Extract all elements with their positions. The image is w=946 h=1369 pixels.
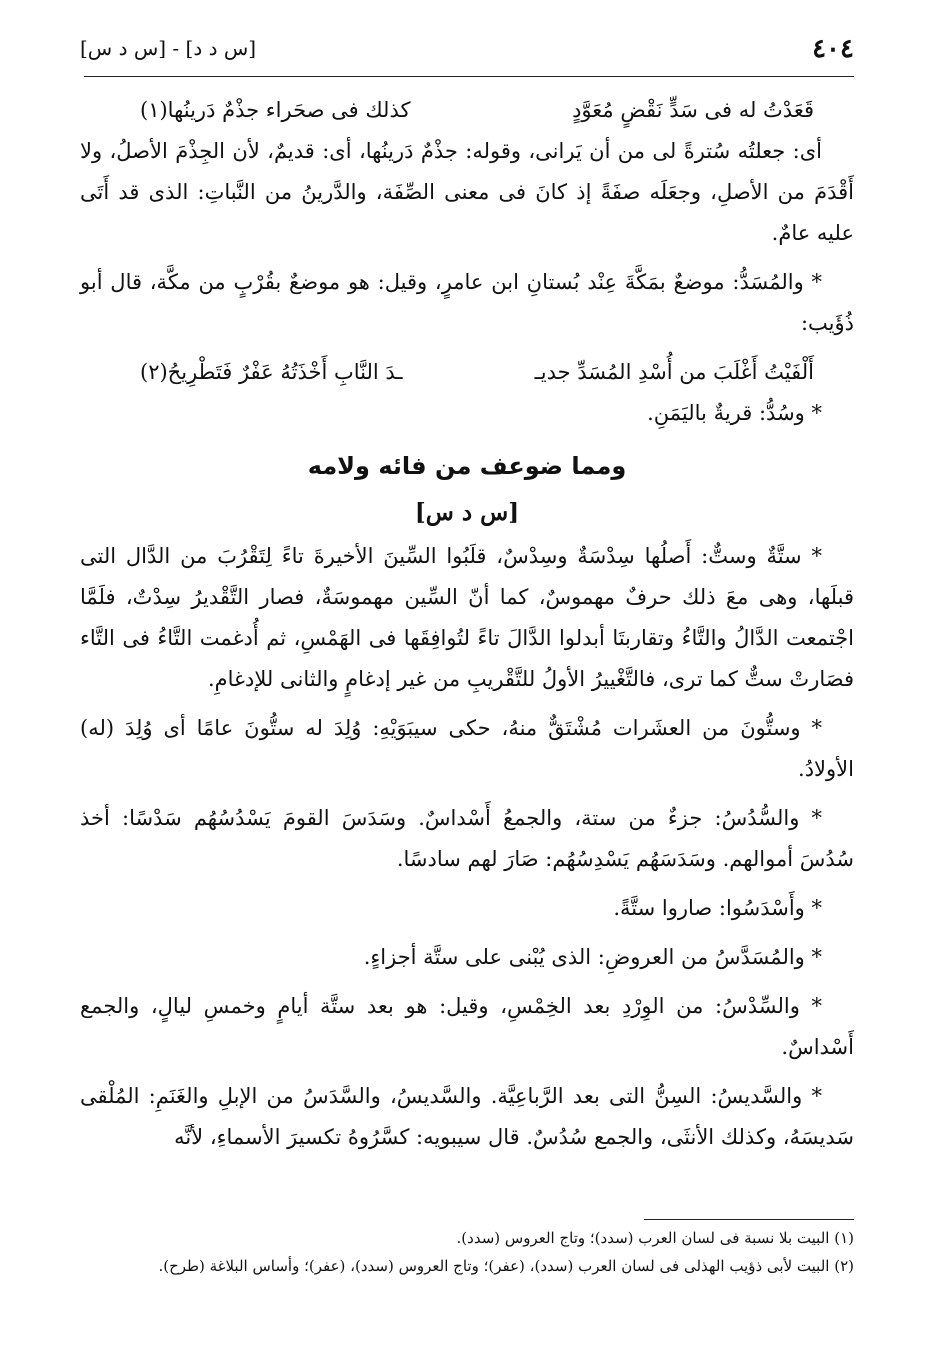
footnotes <box>80 1224 854 1280</box>
footnote: (٢) البيت لأبى ذؤيب الهذلى فى لسان العرب (سدد)، (عفر)؛ وتاج العروس (سدد)، (عفر)؛ وأساس البلاغة (طرح). <box>158 1257 854 1275</box>
paragraph: * وستُّونَ من العشَرات مُشْتَقٌّ منهُ، حكى سيبَوَيْهِ: وُلِدَ له ستُّونَ عامًا أى وُلِدَ (له) الأولادُ. <box>80 716 854 781</box>
paragraph: * والسَّديسُ: السِنُّ التى بعد الرَّباعِيَّة. والسَّديسُ، والسَّدَسُ من الإبلِ والغَنَمِ: المُلْقى سَديسَهُ، وكذلك الأنثَى، والجمع سُدُسٌ. قال سيبويه: كسَّرُوهُ تكسيرَ الأسماءِ، لأنَّه <box>80 1084 854 1149</box>
paragraph: * والمُسَدُّ: موضعٌ بمَكَّةَ عِنْد بُستانِ ابن عامرٍ، وقيل: هو موضعٌ بقُرْبٍ من مكَّة، قال أبو ذُؤَيب: <box>80 270 854 335</box>
verse-right-hemistich: قَعَدْتُ له فى سَدٍّ نَقْضٍ مُعَوَّدٍ <box>572 98 814 122</box>
page-header <box>80 30 854 76</box>
paragraph: * وسُدُّ: قريةٌ باليَمَنِ. <box>647 401 822 425</box>
paragraph: * وأَسْدَسُوا: صاروا ستَّةً. <box>613 896 822 920</box>
header-rule <box>84 76 854 77</box>
footnote: (١) البيت بلا نسبة فى لسان العرب (سدد)؛ وتاج العروس (سدد). <box>456 1229 854 1247</box>
verse-left-hemistich: ـدَ النَّابِ أَخْذَتُهُ عَفْرٌ فَتَطْرِيحُ(٢) <box>140 360 403 384</box>
running-head: [س د د] - [س د س] <box>80 36 257 60</box>
verse-line <box>80 352 854 393</box>
page-number: ٤٠٤ <box>812 34 854 64</box>
section-title: ومما ضوعف من فائه ولامه <box>307 452 627 480</box>
paragraph: * ستَّةٌ وستٌّ: أَصلُها سِدْسَةٌ وسِدْسٌ، قلَبُوا السِّينَ الأخيرةَ تاءً لِتَقْرُبَ من الدَّال التى قبلَها، وهى معَ ذلك حرفٌ مهموسٌ، كما أنّ السِّين مهموسَةٌ، فصار التَّقْديرُ سِدْتٌ، فلَمَّا اجْتمعت الدَّالُ والتَّاءُ وتقاربتَا أبدلوا الدَّالَ تاءً لتُوافِقَها فى الهَمْسِ، ثم أُدغمت التَّاءُ فى التَّاء فصَارتْ ستٌّ كما ترى، فالتَّغْييرُ الأولُ للتَّقْريبِ من غير إدغامٍ والثانى للإدغامِ. <box>80 544 854 691</box>
paragraph: * والسُّدُسُ: جزءٌ من ستة، والجمعُ أَسْداسٌ. وسَدَسَ القومَ يَسْدُسُهُم سَدْسًا: أخذ سُدُسَ أموالهم. وسَدَسَهُم يَسْدِسُهُم: صَارَ لهم سادسًا. <box>80 806 854 871</box>
paragraph: * والسِّدْسُ: من الوِرْدِ بعد الخِمْسِ، وقيل: هو بعد ستَّة أيامٍ وخمسِ ليالٍ، والجمع أَسْداسٌ. <box>80 994 854 1059</box>
paragraph: أى: جعلتُه سُترةً لى من أن يَرانى، وقوله: جذْمٌ دَرينُها، أى: قديمٌ، لأن الجِذْمَ الأصلُ، ولا أَقْدَمَ من الأصلِ، وجعَلَه صفَةً إذ كانَ فى معنى الصِّفَة، والدَّرينُ من النَّباتِ: الذى قد أَتَى عليه عامٌ. <box>80 139 854 245</box>
verse-right-hemistich: أَلْفَيْتُ أَغْلَبَ من أُسْدِ المُسَدِّ جديـ <box>534 360 814 384</box>
footnote-rule <box>644 1219 854 1220</box>
page-body <box>80 90 854 1166</box>
verse-left-hemistich: كذلك فى صحَراء جذْمٌ دَرينُها(١) <box>140 98 411 122</box>
paragraph: * والمُسَدَّسُ من العروضِ: الذى يُبْنى على ستَّة أجزاءٍ. <box>363 945 822 969</box>
root-heading: [س د س] <box>414 499 520 526</box>
verse-line <box>80 90 854 131</box>
